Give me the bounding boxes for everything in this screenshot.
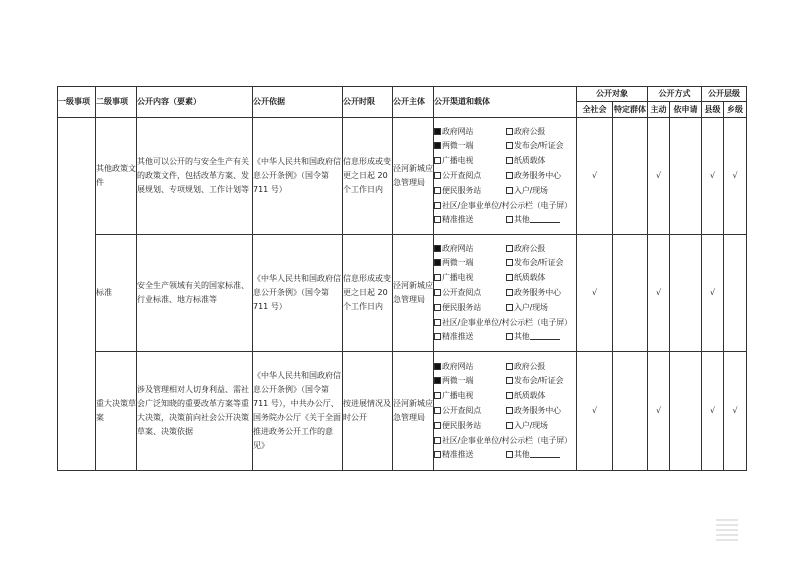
checkbox-icon [434,187,441,194]
content-cell: 其他可以公开的与安全生产有关的政策文件，包括改革方案、发展规划、专项规划、工作计划等 [137,118,253,235]
channel-label: 政府公报 [514,361,546,371]
header-target: 公开对象 [577,87,648,102]
channel-label: 其他 [514,331,530,341]
time-cell: 信息形成或变更之日起 20 个工作日内 [343,235,393,352]
checkbox-icon [506,274,513,281]
channel-label: 广播电视 [442,391,474,401]
checkbox-icon [506,187,513,194]
check-target-specific [613,235,648,352]
header-basis: 公开依据 [253,87,343,118]
channel-cell [434,235,577,352]
checkbox-icon [434,202,441,209]
channel-label: 发布会/听证会 [514,141,564,151]
checkbox-icon [506,422,513,429]
checkbox-checked-icon [434,245,441,252]
disclosure-table [57,86,747,471]
subject-cell: 泾河新城应急管理局 [393,352,434,471]
blank-line [530,331,560,340]
checkbox-icon [506,333,513,340]
table-row [58,118,747,235]
channel-cell [434,118,577,235]
channel-label: 社区/企事业单位/村公示栏（电子屏） [442,317,572,327]
header-row-1 [58,87,747,102]
channel-label: 政府公报 [514,126,546,136]
checkbox-checked-icon [434,259,441,266]
time-cell: 按进展情况及时公开 [343,352,393,471]
channel-label: 政府网站 [442,243,474,253]
watermark-icon [716,516,738,546]
channel-label: 发布会/听证会 [514,376,564,386]
checkbox-icon [434,216,441,223]
blank-line [530,449,560,458]
subject-cell: 泾河新城应急管理局 [393,235,434,352]
checkbox-icon [434,422,441,429]
channel-label: 政府网站 [442,126,474,136]
channel-label: 两微一端 [442,258,474,268]
header-level-township: 乡级 [724,102,747,118]
checkbox-icon [434,392,441,399]
level2-cell: 重大决策草案 [96,352,137,471]
basis-cell: 《中华人民共和国政府信息公开条例》（国令第 711 号），中共办公厅、国务院办公厅《关于全面推进政务公开工作的意见》 [253,352,343,471]
channel-label: 社区/企事业单位/村公示栏（电子屏） [442,435,572,445]
header-time: 公开时限 [343,87,393,118]
channel-label: 两微一端 [442,376,474,386]
checkbox-icon [506,377,513,384]
channel-label: 公开查阅点 [442,406,481,415]
channel-cell [434,352,577,471]
header-mode: 公开方式 [648,87,702,102]
channel-label: 精准推送 [442,214,474,224]
checkbox-icon [506,451,513,458]
check-mode-active: √ [648,235,670,352]
checkbox-icon [506,363,513,370]
channel-label: 发布会/听证会 [514,258,564,268]
checkbox-icon [434,172,441,179]
checkbox-icon [434,437,441,444]
checkbox-icon [506,172,513,179]
channel-label: 便民服务站 [442,302,481,312]
header-target-specific: 特定群体 [613,102,648,118]
check-level-township: √ [724,352,747,471]
check-mode-active: √ [648,118,670,235]
checkbox-icon [434,289,441,296]
level1-cell [58,118,96,471]
checkbox-icon [506,216,513,223]
checkbox-icon [506,245,513,252]
channel-label: 便民服务站 [442,185,481,195]
channel-label: 政务服务中心 [514,288,561,297]
checkbox-checked-icon [434,128,441,135]
channel-label: 政府公报 [514,243,546,253]
check-target-all: √ [577,352,613,471]
checkbox-icon [434,157,441,164]
header-mode-active: 主动 [648,102,670,118]
check-target-all: √ [577,235,613,352]
header-channel: 公开渠道和载体 [434,87,577,118]
check-level-township [724,235,747,352]
level2-cell: 其他政策文件 [96,118,137,235]
header-subject: 公开主体 [393,87,434,118]
checkbox-icon [434,333,441,340]
channel-label: 广播电视 [442,273,474,283]
checkbox-icon [506,128,513,135]
check-level-county: √ [702,352,724,471]
basis-cell: 《中华人民共和国政府信息公开条例》（国令第 711 号） [253,118,343,235]
header-content: 公开内容（要素） [137,87,253,118]
checkbox-checked-icon [434,377,441,384]
channel-label: 政务服务中心 [514,406,561,415]
table-row [58,235,747,352]
checkbox-icon [434,451,441,458]
check-mode-active: √ [648,352,670,471]
check-mode-request [670,235,702,352]
channel-label: 其他 [514,449,530,459]
content-cell: 安全生产领域有关的国家标准、行业标准、地方标准等 [137,235,253,352]
channel-label: 纸质载体 [514,391,546,401]
check-target-all: √ [577,118,613,235]
table-row [58,352,747,471]
check-level-county: √ [702,118,724,235]
check-level-county: √ [702,235,724,352]
channel-label: 政府网站 [442,361,474,371]
time-cell: 信息形成或变更之日起 20 个工作日内 [343,118,393,235]
channel-label: 入户/现场 [514,302,548,312]
checkbox-icon [506,392,513,399]
checkbox-icon [434,304,441,311]
check-mode-request [670,118,702,235]
checkbox-icon [506,259,513,266]
channel-label: 入户/现场 [514,420,548,430]
checkbox-icon [434,407,441,414]
channel-label: 精准推送 [442,449,474,459]
checkbox-icon [434,319,441,326]
checkbox-icon [506,157,513,164]
channel-label: 纸质载体 [514,273,546,283]
channel-label: 其他 [514,214,530,224]
header-level: 公开层级 [702,87,747,102]
header-level2: 二级事项 [96,87,137,118]
channel-label: 广播电视 [442,156,474,166]
channel-label: 公开查阅点 [442,288,481,297]
channel-label: 政务服务中心 [514,171,561,180]
basis-cell: 《中华人民共和国政府信息公开条例》（国令第 711 号） [253,235,343,352]
channel-label: 精准推送 [442,331,474,341]
channel-label: 两微一端 [442,141,474,151]
channel-label: 入户/现场 [514,185,548,195]
check-mode-request [670,352,702,471]
content-cell: 涉及管理相对人切身利益、需社会广泛知晓的重要改革方案等重大决策，决策前向社会公开决策草案、决策依据 [137,352,253,471]
blank-line [530,214,560,223]
channel-label: 公开查阅点 [442,171,481,180]
checkbox-checked-icon [434,363,441,370]
header-target-all: 全社会 [577,102,613,118]
header-level-county: 县级 [702,102,724,118]
channel-label: 便民服务站 [442,420,481,430]
checkbox-icon [506,289,513,296]
checkbox-icon [506,304,513,311]
checkbox-icon [506,142,513,149]
channel-label: 纸质载体 [514,156,546,166]
subject-cell: 泾河新城应急管理局 [393,118,434,235]
check-target-specific [613,118,648,235]
level2-cell: 标准 [96,235,137,352]
header-level1: 一级事项 [58,87,96,118]
check-level-township: √ [724,118,747,235]
checkbox-checked-icon [434,142,441,149]
checkbox-icon [506,407,513,414]
header-mode-request: 依申请 [670,102,702,118]
channel-label: 社区/企事业单位/村公示栏（电子屏） [442,200,572,210]
check-target-specific [613,352,648,471]
checkbox-icon [434,274,441,281]
